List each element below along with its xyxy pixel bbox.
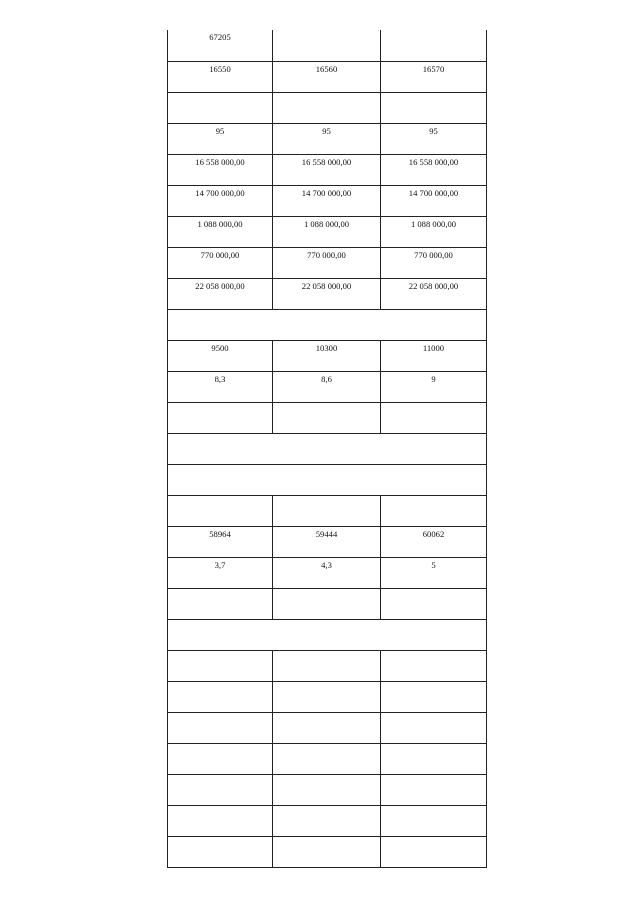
table-row	[168, 744, 487, 775]
table-cell: 16 558 000,00	[381, 155, 487, 186]
table-row	[168, 465, 487, 496]
table-row	[168, 403, 487, 434]
table-cell: 67205	[168, 30, 273, 62]
table-cell: 770 000,00	[381, 248, 487, 279]
table-cell	[273, 30, 381, 62]
table-row	[168, 155, 487, 186]
table-cell	[381, 93, 487, 124]
table-cell	[381, 806, 487, 837]
table-cell	[273, 837, 381, 868]
table-row	[168, 589, 487, 620]
table-cell	[168, 93, 273, 124]
table-row	[168, 806, 487, 837]
table-cell	[168, 496, 273, 527]
table-cell	[381, 713, 487, 744]
table-row	[168, 837, 487, 868]
table-row	[168, 217, 487, 248]
table-cell: 22 058 000,00	[168, 279, 273, 310]
table-merged-cell	[168, 310, 487, 341]
table-cell	[168, 651, 273, 682]
table-cell	[273, 744, 381, 775]
table-cell: 1 088 000,00	[381, 217, 487, 248]
table-cell	[273, 713, 381, 744]
table-cell	[381, 744, 487, 775]
table-row	[168, 682, 487, 713]
table-cell	[168, 713, 273, 744]
table-cell: 60062	[381, 527, 487, 558]
table-cell: 59444	[273, 527, 381, 558]
table-cell: 22 058 000,00	[381, 279, 487, 310]
table-row	[168, 620, 487, 651]
table-cell	[273, 589, 381, 620]
data-table	[167, 30, 487, 868]
table-cell: 1 088 000,00	[168, 217, 273, 248]
table-row	[168, 558, 487, 589]
table-merged-cell	[168, 465, 487, 496]
table-cell	[273, 496, 381, 527]
table-cell: 14 700 000,00	[381, 186, 487, 217]
table-row	[168, 310, 487, 341]
table-row	[168, 434, 487, 465]
table-cell: 22 058 000,00	[273, 279, 381, 310]
table-body	[168, 30, 487, 868]
table-row	[168, 713, 487, 744]
table-cell: 10300	[273, 341, 381, 372]
table-cell: 16550	[168, 62, 273, 93]
table-merged-cell	[168, 434, 487, 465]
table-row	[168, 30, 487, 62]
table-cell: 3,7	[168, 558, 273, 589]
table-merged-cell	[168, 620, 487, 651]
table-cell	[381, 403, 487, 434]
table-cell	[168, 682, 273, 713]
table-cell: 58964	[168, 527, 273, 558]
table-cell	[273, 651, 381, 682]
table-cell	[381, 589, 487, 620]
table-cell: 16560	[273, 62, 381, 93]
table-cell	[381, 837, 487, 868]
table-cell: 9500	[168, 341, 273, 372]
table-row	[168, 279, 487, 310]
table-row	[168, 62, 487, 93]
table-cell: 770 000,00	[273, 248, 381, 279]
table-cell	[168, 589, 273, 620]
table-row	[168, 186, 487, 217]
table-cell: 1 088 000,00	[273, 217, 381, 248]
table-cell: 95	[168, 124, 273, 155]
table-row	[168, 124, 487, 155]
table-row	[168, 248, 487, 279]
table-cell	[168, 806, 273, 837]
table-cell: 11000	[381, 341, 487, 372]
table-cell: 16570	[381, 62, 487, 93]
table-cell: 8,3	[168, 372, 273, 403]
table-row	[168, 775, 487, 806]
table-cell	[381, 496, 487, 527]
table-cell: 770 000,00	[168, 248, 273, 279]
table-cell	[273, 93, 381, 124]
table-row	[168, 651, 487, 682]
table-row	[168, 496, 487, 527]
table-cell	[168, 744, 273, 775]
table-row	[168, 372, 487, 403]
table-cell: 9	[381, 372, 487, 403]
table-cell: 8,6	[273, 372, 381, 403]
table-cell: 14 700 000,00	[273, 186, 381, 217]
table-cell: 16 558 000,00	[273, 155, 381, 186]
table-cell	[168, 775, 273, 806]
table-cell	[273, 775, 381, 806]
table-cell: 5	[381, 558, 487, 589]
table-cell	[381, 30, 487, 62]
table-cell	[273, 682, 381, 713]
table-cell: 14 700 000,00	[168, 186, 273, 217]
table-cell	[273, 806, 381, 837]
table-cell: 95	[381, 124, 487, 155]
table-cell	[273, 403, 381, 434]
table-cell	[168, 837, 273, 868]
table-cell	[381, 682, 487, 713]
table-cell	[381, 775, 487, 806]
table-row	[168, 527, 487, 558]
table-cell	[381, 651, 487, 682]
table-row	[168, 341, 487, 372]
table-cell: 16 558 000,00	[168, 155, 273, 186]
table-row	[168, 93, 487, 124]
table-cell	[168, 403, 273, 434]
table-cell: 95	[273, 124, 381, 155]
table-cell: 4,3	[273, 558, 381, 589]
